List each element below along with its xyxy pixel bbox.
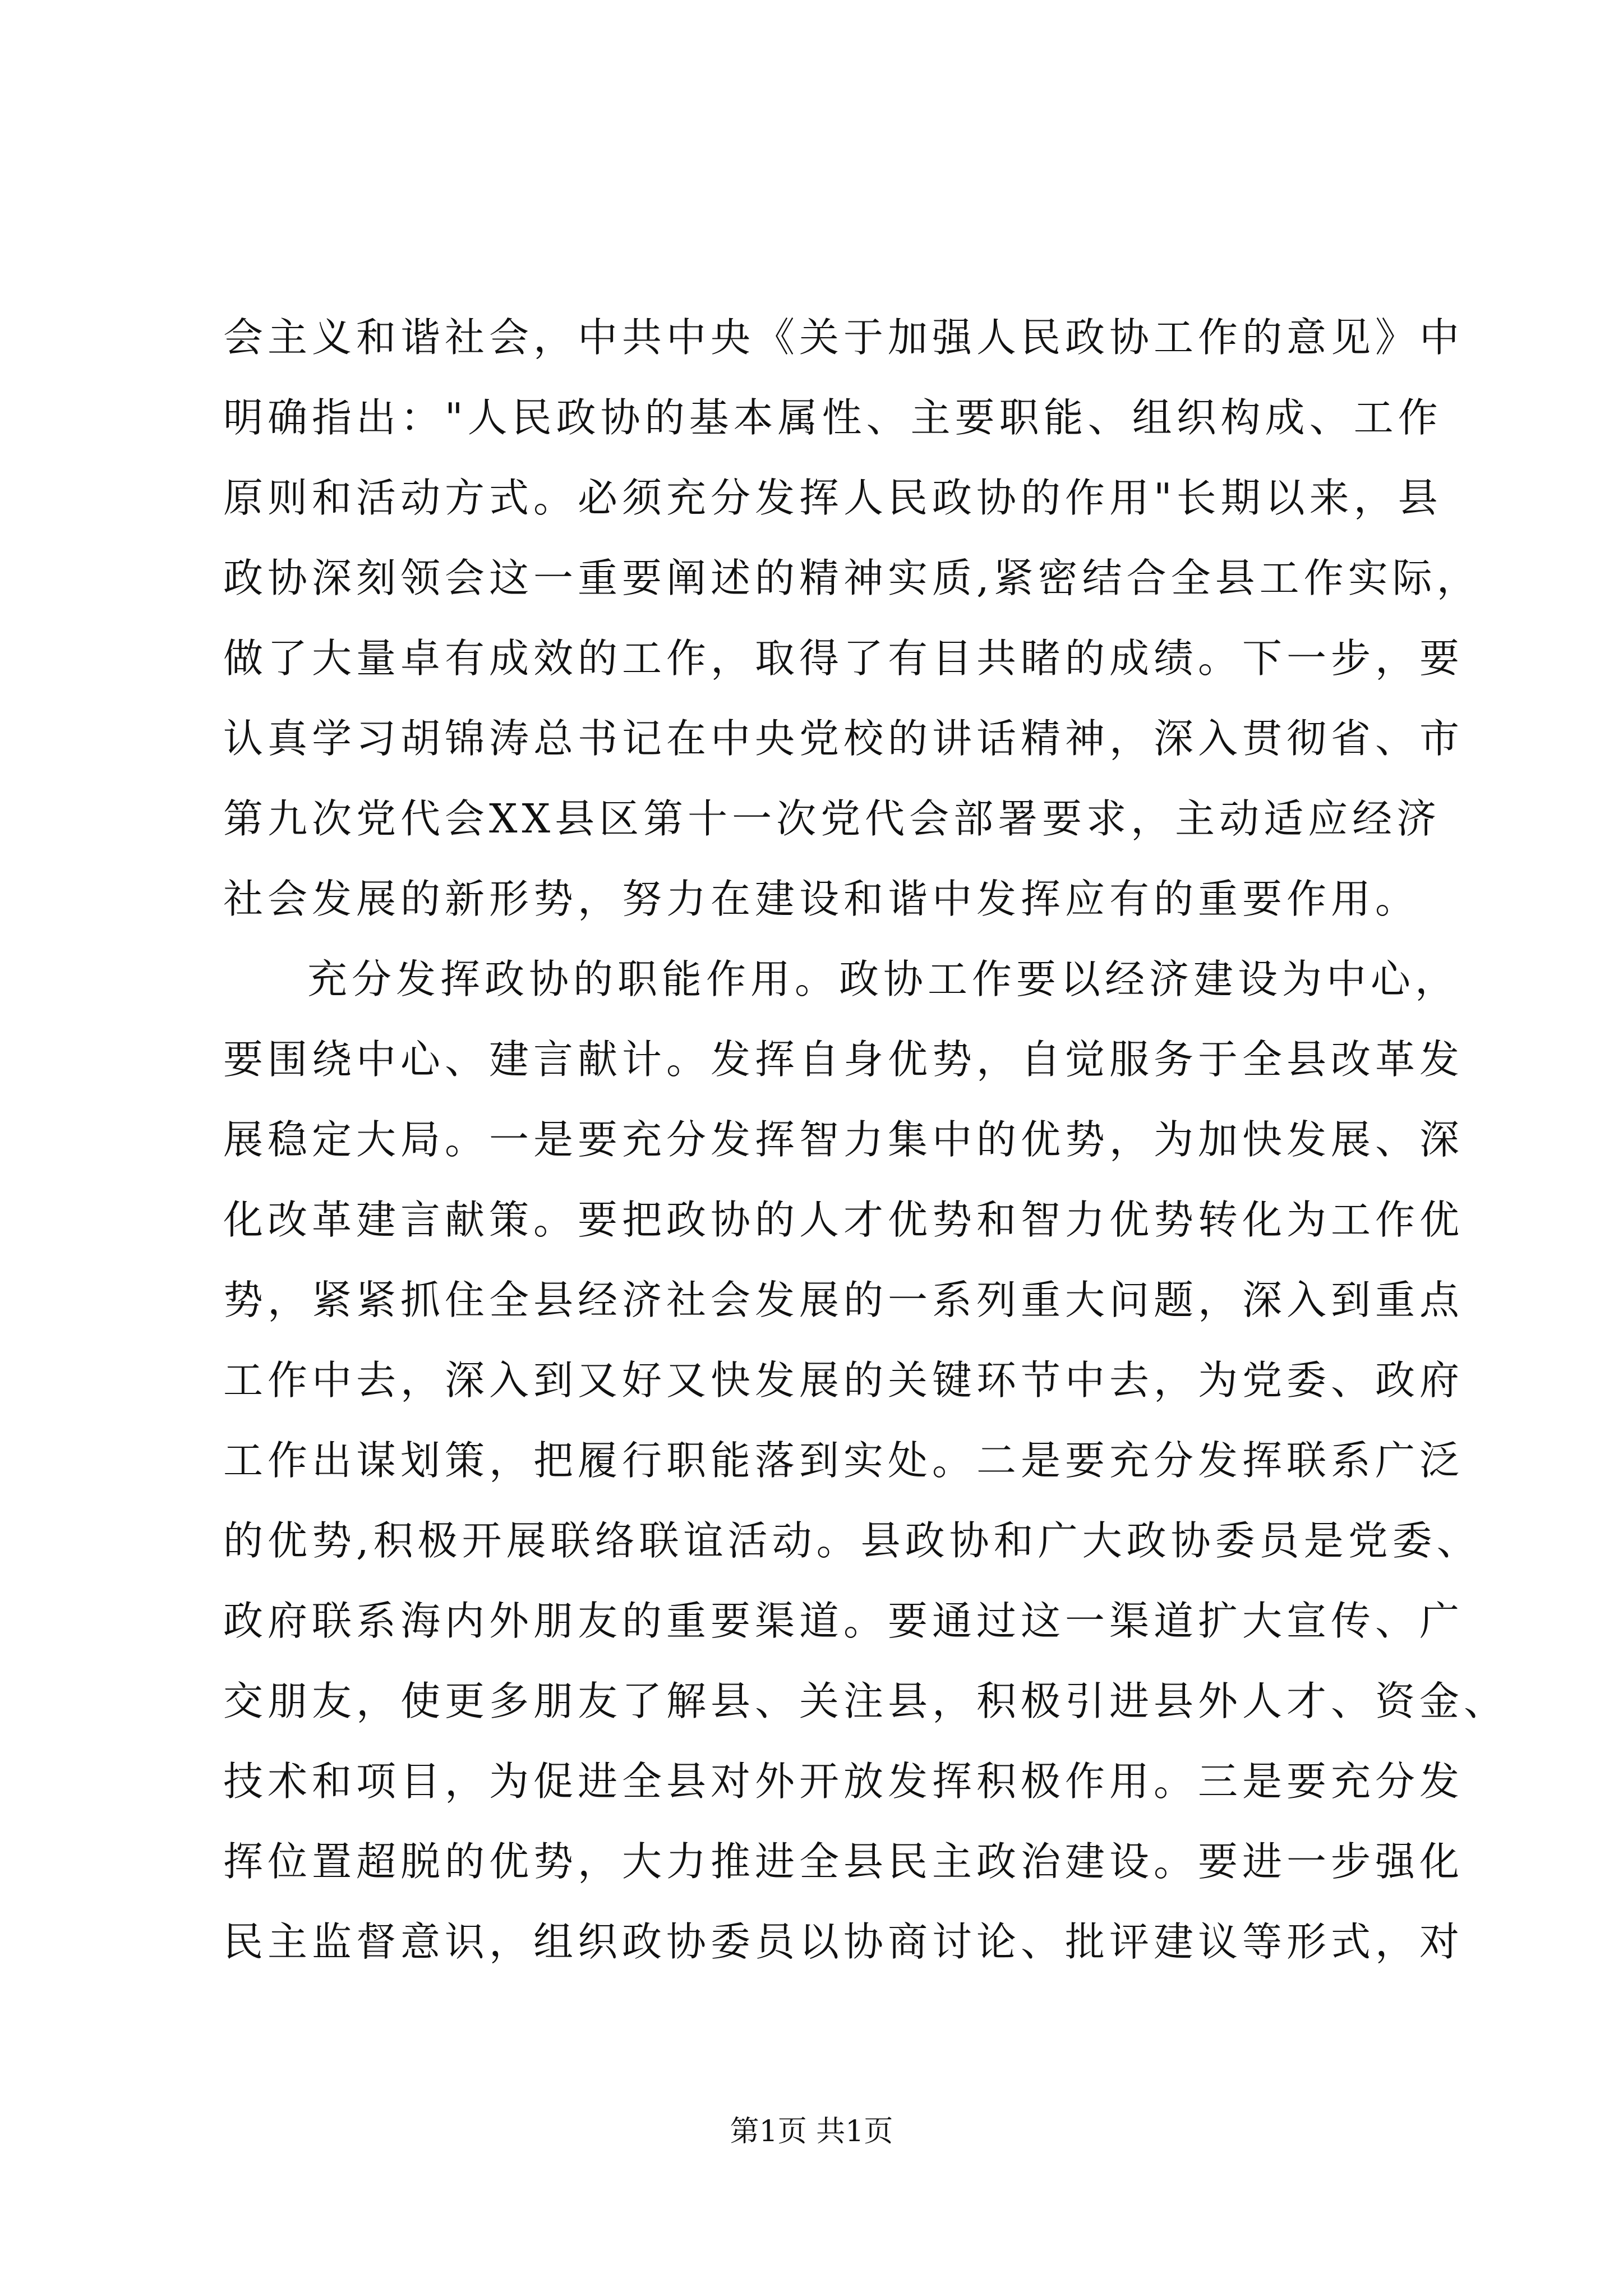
text-line: 交朋友，使更多朋友了解县、关注县，积极引进县外人才、资金、 — [223, 1678, 1509, 1724]
document-body — [223, 297, 1509, 1982]
paragraph-first-line: 充分发挥政协的职能作用。政协工作要以经济建设为中心， — [307, 956, 1460, 1002]
text-line: 要围绕中心、建言献计。发挥自身优势，自觉服务于全县改革发 — [223, 1036, 1464, 1083]
text-line: 技术和项目，为促进全县对外开放发挥积极作用。三是要充分发 — [223, 1758, 1464, 1805]
text-line: 民主监督意识，组织政协委员以协商讨论、批评建议等形式，对 — [223, 1918, 1464, 1965]
text-line: 工作出谋划策，把履行职能落到实处。二是要充分发挥联系广泛 — [223, 1437, 1464, 1484]
page-footer: 第1页 共1页 — [730, 2115, 893, 2148]
text-line: 势，紧紧抓住全县经济社会发展的一系列重大问题，深入到重点 — [223, 1277, 1464, 1323]
text-line: 会主义和谐社会，中共中央《关于加强人民政协工作的意见》中 — [223, 314, 1464, 361]
text-line: 的优势,积极开展联络联谊活动。县政协和广大政协委员是党委、 — [223, 1517, 1481, 1564]
text-line: 第九次党代会XX县区第十一次党代会部署要求，主动适应经济 — [223, 795, 1441, 842]
text-line: 化改革建言献策。要把政协的人才优势和智力优势转化为工作优 — [223, 1197, 1464, 1243]
text-line: 做了大量卓有成效的工作，取得了有目共睹的成绩。下一步，要 — [223, 635, 1464, 682]
text-line: 认真学习胡锦涛总书记在中央党校的讲话精神，深入贯彻省、市 — [223, 715, 1464, 762]
text-line: 明确指出："人民政协的基本属性、主要职能、组织构成、工作 — [223, 394, 1442, 441]
text-line: 政协深刻领会这一重要阐述的精神实质,紧密结合全县工作实际， — [223, 555, 1481, 601]
text-line: 社会发展的新形势，努力在建设和谐中发挥应有的重要作用。 — [223, 876, 1420, 922]
text-line: 挥位置超脱的优势，大力推进全县民主政治建设。要进一步强化 — [223, 1838, 1464, 1885]
text-line: 原则和活动方式。必须充分发挥人民政协的作用"长期以来，县 — [223, 475, 1442, 521]
text-line: 展稳定大局。一是要充分发挥智力集中的优势，为加快发展、深 — [223, 1116, 1464, 1163]
text-line: 工作中去，深入到又好又快发展的关键环节中去，为党委、政府 — [223, 1357, 1464, 1404]
text-line: 政府联系海内外朋友的重要渠道。要通过这一渠道扩大宣传、广 — [223, 1598, 1464, 1644]
